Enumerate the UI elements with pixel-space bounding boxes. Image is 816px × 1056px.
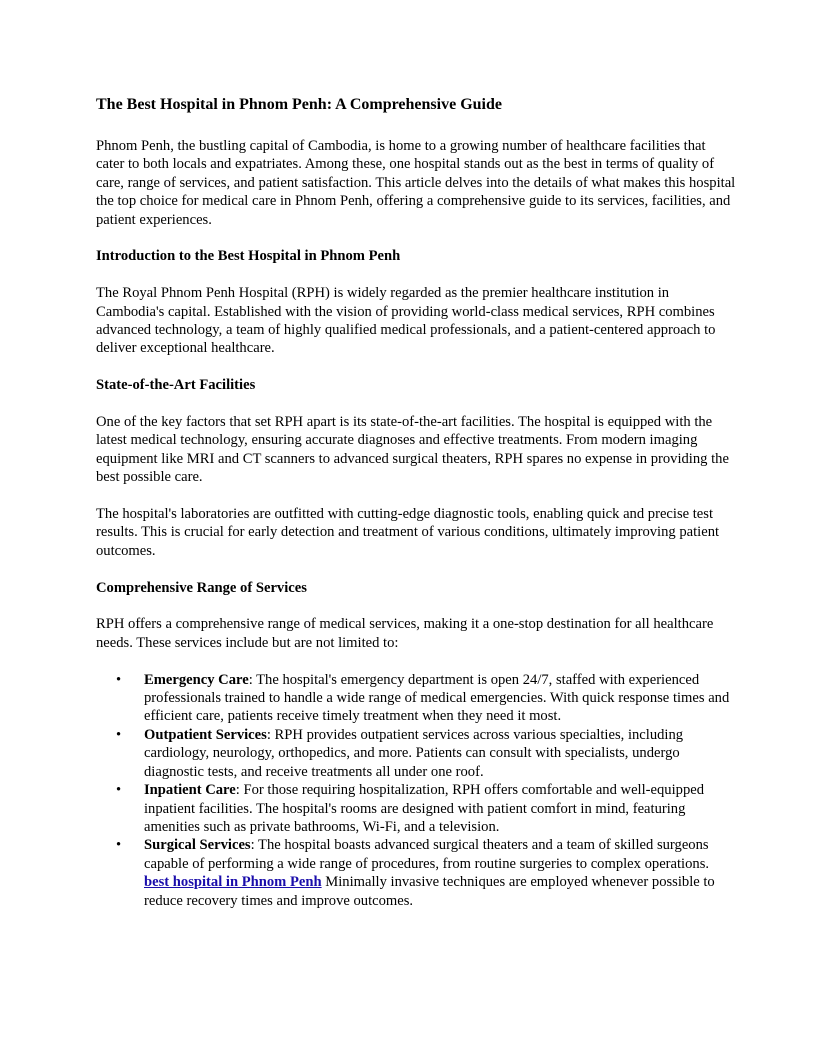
section-heading-facilities: State-of-the-Art Facilities bbox=[96, 377, 256, 394]
list-item-text: : RPH provides outpatient services across various specialties, including cardiology, neurology, orthopedics, and more. Patients can consult with specialists, undergo diagnostic tests, and receive treatments all under one roof. bbox=[144, 726, 684, 780]
list-item-text: : The hospital's emergency department is open 24/7, staffed with experienced professionals trained to handle a wide range of medical emergencies. With quick response times and efficient care, patients receive timely treatment when they need it most. bbox=[144, 671, 730, 725]
list-item-label: Outpatient Services bbox=[144, 726, 267, 743]
best-hospital-link[interactable]: best hospital in Phnom Penh bbox=[144, 874, 322, 891]
list-item-text: : For those requiring hospitalization, RPH offers comfortable and well-equipped inpatient facilities. The hospital's rooms are designed with patient comfort in mind, featuring amenities such as private bathrooms, Wi-Fi, and a television. bbox=[144, 782, 705, 835]
document-title: The Best Hospital in Phnom Penh: A Comprehensive Guide bbox=[96, 96, 502, 113]
list-item-label: Inpatient Care bbox=[144, 782, 236, 799]
document-page bbox=[96, 94, 736, 910]
section-heading-services: Comprehensive Range of Services bbox=[96, 579, 307, 596]
bullet-icon: • bbox=[116, 782, 122, 799]
list-item-inpatient-care bbox=[96, 781, 736, 836]
list-item-emergency-care bbox=[96, 671, 736, 726]
section-introduction-paragraph: The Royal Phnom Penh Hospital (RPH) is widely regarded as the premier healthcare institution in Cambodia's capital. Established with the vision of providing world-class medical services, RPH combines advanced technology, a team of highly qualified medical professionals, and a patient-centered approach to deliver exceptional healthcare. bbox=[96, 285, 716, 357]
intro-paragraph: Phnom Penh, the bustling capital of Cambodia, is home to a growing number of healthcare facilities that cater to both locals and expatriates. Among these, one hospital stands out as the best in terms of quality of care, range of services, and patient satisfaction. This article delves into the details of what makes this hospital the top choice for medical care in Phnom Penh, offering a comprehensive guide to its services, facilities, and patient experiences. bbox=[96, 138, 736, 228]
section-services-paragraph: RPH offers a comprehensive range of medical services, making it a one-stop destination for all healthcare needs. These services include but are not limited to: bbox=[96, 616, 714, 651]
list-item-text: : The hospital boasts advanced surgical theaters and a team of skilled surgeons capable of performing a wide range of procedures, from routine surgeries to complex operations. bbox=[144, 837, 710, 872]
services-list-container bbox=[96, 671, 736, 910]
list-item-label: Surgical Services bbox=[144, 837, 251, 854]
list-item-surgical-services bbox=[96, 836, 736, 910]
section-heading-introduction: Introduction to the Best Hospital in Phnom Penh bbox=[96, 248, 401, 265]
list-item-outpatient-services bbox=[96, 726, 736, 781]
list-item-label: Emergency Care bbox=[144, 671, 249, 688]
services-list bbox=[96, 671, 736, 910]
bullet-icon: • bbox=[116, 726, 122, 743]
bullet-icon: • bbox=[116, 837, 122, 854]
bullet-icon: • bbox=[116, 671, 122, 688]
section-facilities-paragraph-1: One of the key factors that set RPH apart is its state-of-the-art facilities. The hospital is equipped with the latest medical technology, ensuring accurate diagnoses and effective treatments. From modern imaging equipment like MRI and CT scanners to advanced surgical theaters, RPH spares no expense in providing the best possible care. bbox=[96, 414, 729, 486]
section-facilities-paragraph-2: The hospital's laboratories are outfitted with cutting-edge diagnostic tools, enabling quick and precise test results. This is crucial for early detection and treatment of various conditions, ultimately improving patient outcomes. bbox=[96, 506, 720, 559]
list-item-text-after-link: Minimally invasive techniques are employed whenever possible to reduce recovery times and improve outcomes. bbox=[144, 874, 715, 909]
